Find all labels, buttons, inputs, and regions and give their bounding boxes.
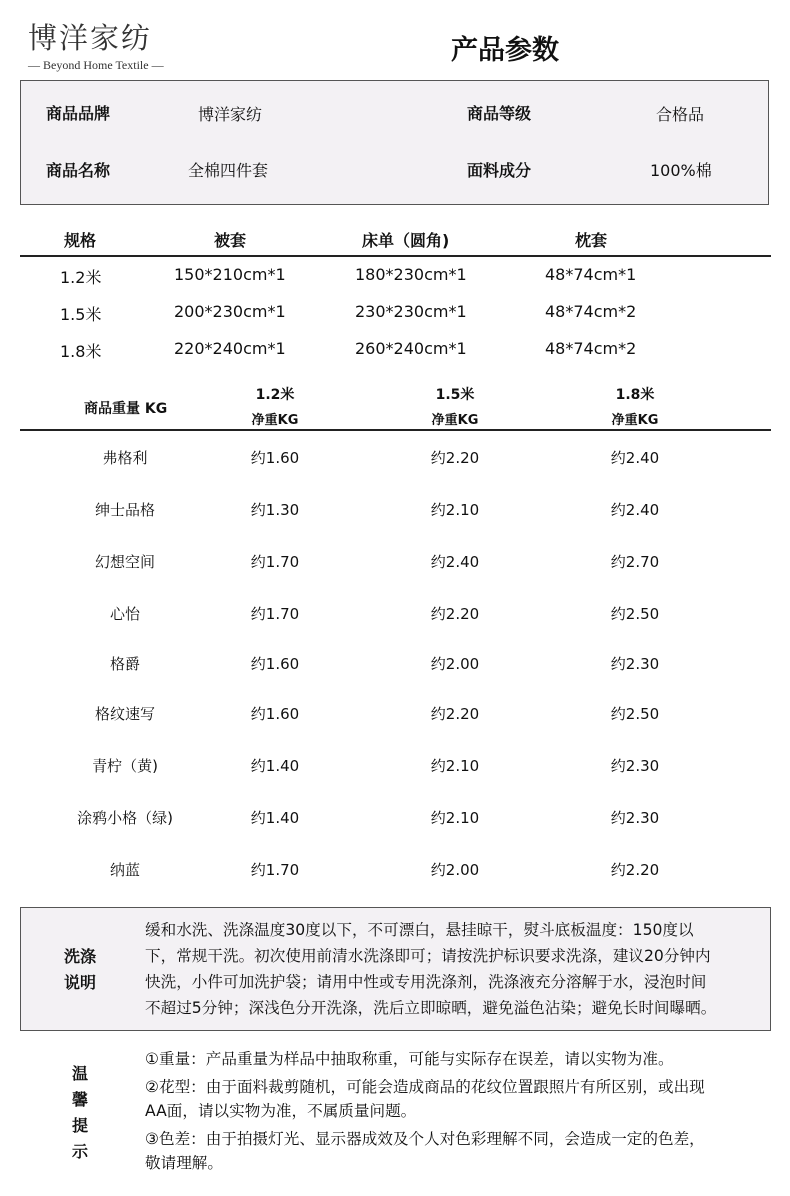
weight-row-value: 约1.70 [250,605,300,623]
name-value: 全棉四件套 [188,161,269,180]
spec-row-3-pillowcase: 48*74cm*2 [545,339,637,358]
weight-col-1-header [235,384,315,428]
table-row [0,653,790,682]
weight-row-value: 约2.20 [610,861,660,879]
weight-row-name: 弗格利 [102,449,148,467]
care-text-line: 下，常规干洗。初次使用前清水洗涤即可；请按洗护标识要求洗涤，建议20分钟内 [145,947,711,965]
table-row [0,859,790,888]
tips-label-char: 温 [71,1064,88,1083]
tips-label-char: 提 [71,1116,88,1135]
weight-row-value: 约2.40 [430,553,480,571]
weight-row-name: 绅士品格 [94,501,155,519]
care-text-line: 不超过5分钟；深浅色分开洗涤，洗后立即晾晒，避免溢色沾染；避免长时间曝晒。 [145,999,717,1017]
brand-logo [28,20,188,73]
weight-row-value: 约1.40 [250,757,300,775]
tips-line: 敬请理解。 [145,1154,223,1172]
weight-row-value: 约1.60 [250,705,300,723]
weight-row-value: 约1.60 [250,449,300,467]
brand-value: 博洋家纺 [198,105,263,124]
weight-row-value: 约2.20 [430,605,480,623]
weight-row-value: 约2.30 [610,757,660,775]
spec-header-sheet: 床单（圆角) [362,231,450,250]
weight-col-2-header [415,384,495,428]
weight-row-value: 约1.60 [250,655,300,673]
spec-row-3-sheet: 260*240cm*1 [355,339,467,358]
spec-header-rule [20,255,771,257]
weight-col-2-sub: 净重KG [431,413,479,428]
weight-row-name: 心怡 [109,605,140,623]
table-row [0,499,790,528]
weight-row-name: 涂鸦小格（绿) [77,809,173,827]
spec-row-2-duvet: 200*230cm*1 [174,302,286,321]
weight-row-value: 约2.70 [610,553,660,571]
spec-row-1-size: 1.2米 [60,268,102,287]
tips-line: ②花型：由于面料裁剪随机，可能会造成商品的花纹位置跟照片有所区别，或出现 [145,1078,705,1096]
weight-row-value: 约2.20 [430,449,480,467]
weight-col-2-size: 1.5米 [435,387,475,403]
spec-header-duvet: 被套 [214,231,247,250]
weight-row-value: 约2.40 [610,449,660,467]
weight-row-value: 约2.20 [430,705,480,723]
tips-line: AA面，请以实物为准，不属质量问题。 [145,1102,417,1120]
table-row [0,551,790,580]
weight-row-value: 约2.10 [430,809,480,827]
weight-row-value: 约2.50 [610,605,660,623]
spec-row-1-sheet: 180*230cm*1 [355,265,467,284]
weight-col-3-size: 1.8米 [615,387,655,403]
weight-row-name: 纳蓝 [109,861,140,879]
name-label: 商品名称 [46,161,111,180]
spec-row-3-size: 1.8米 [60,342,102,361]
fabric-label: 面料成分 [467,161,532,180]
spec-row-2-sheet: 230*230cm*1 [355,302,467,321]
weight-row-name: 幻想空间 [94,553,155,571]
weight-row-name: 青柠（黄) [92,757,158,775]
tips-label [70,1061,90,1165]
spec-header-pillowcase: 枕套 [575,231,608,250]
weight-col-3-header [595,384,675,428]
spec-row-2-size: 1.5米 [60,305,102,324]
weight-row-value: 约1.70 [250,861,300,879]
fabric-value: 100%棉 [650,161,712,180]
brand-label: 商品品牌 [46,104,111,123]
weight-row-value: 约1.30 [250,501,300,519]
grade-label: 商品等级 [467,104,532,123]
spec-row-2-pillowcase: 48*74cm*2 [545,302,637,321]
weight-header-rule [20,429,771,431]
spec-row-1-pillowcase: 48*74cm*1 [545,265,637,284]
care-text-line: 缓和水洗、洗涤温度30度以下，不可漂白，悬挂晾干，熨斗底板温度：150度以 [145,921,694,939]
table-row [0,603,790,632]
weight-row-value: 约2.30 [610,809,660,827]
tips-label-char: 示 [71,1142,88,1161]
brand-name-en: — Beyond Home Textile — [28,58,164,72]
weight-row-name: 格纹速写 [94,705,155,723]
care-text [145,917,765,1021]
spec-row-1-duvet: 150*210cm*1 [174,265,286,284]
spec-header-size: 规格 [64,231,97,250]
weight-row-value: 约2.40 [610,501,660,519]
grade-value: 合格品 [656,105,705,124]
spec-row-3-duvet: 220*240cm*1 [174,339,286,358]
care-label-line-1: 洗涤 [63,947,96,966]
weight-col-1-size: 1.2米 [255,387,295,403]
page-title: 产品参数 [451,35,559,66]
brand-name-cn: 博洋家纺 [28,21,153,55]
care-label [50,944,110,996]
weight-row-value: 约2.10 [430,757,480,775]
table-row [0,755,790,784]
table-row [0,703,790,732]
weight-col-1-sub: 净重KG [251,413,299,428]
product-info-box [20,80,769,205]
weight-row-value: 约2.10 [430,501,480,519]
weight-table-label: 商品重量 KG [84,401,168,417]
weight-row-value: 约1.40 [250,809,300,827]
tips-text [145,1047,770,1175]
tips-line: ③色差：由于拍摄灯光、显示器成效及个人对色彩理解不同，会造成一定的色差， [145,1130,705,1148]
weight-row-value: 约2.50 [610,705,660,723]
care-text-line: 快洗，小件可加洗护袋；请用中性或专用洗涤剂，洗涤液充分溶解于水，浸泡时间 [145,973,707,991]
care-label-line-2: 说明 [63,973,96,992]
table-row [0,807,790,836]
weight-row-value: 约2.00 [430,861,480,879]
table-row [0,447,790,476]
weight-row-value: 约2.30 [610,655,660,673]
tips-label-char: 馨 [71,1090,88,1109]
tips-line: ①重量：产品重量为样品中抽取称重，可能与实际存在误差，请以实物为准。 [145,1050,674,1068]
weight-row-value: 约2.00 [430,655,480,673]
weight-col-3-sub: 净重KG [611,413,659,428]
weight-row-name: 格爵 [109,655,140,673]
weight-row-value: 约1.70 [250,553,300,571]
